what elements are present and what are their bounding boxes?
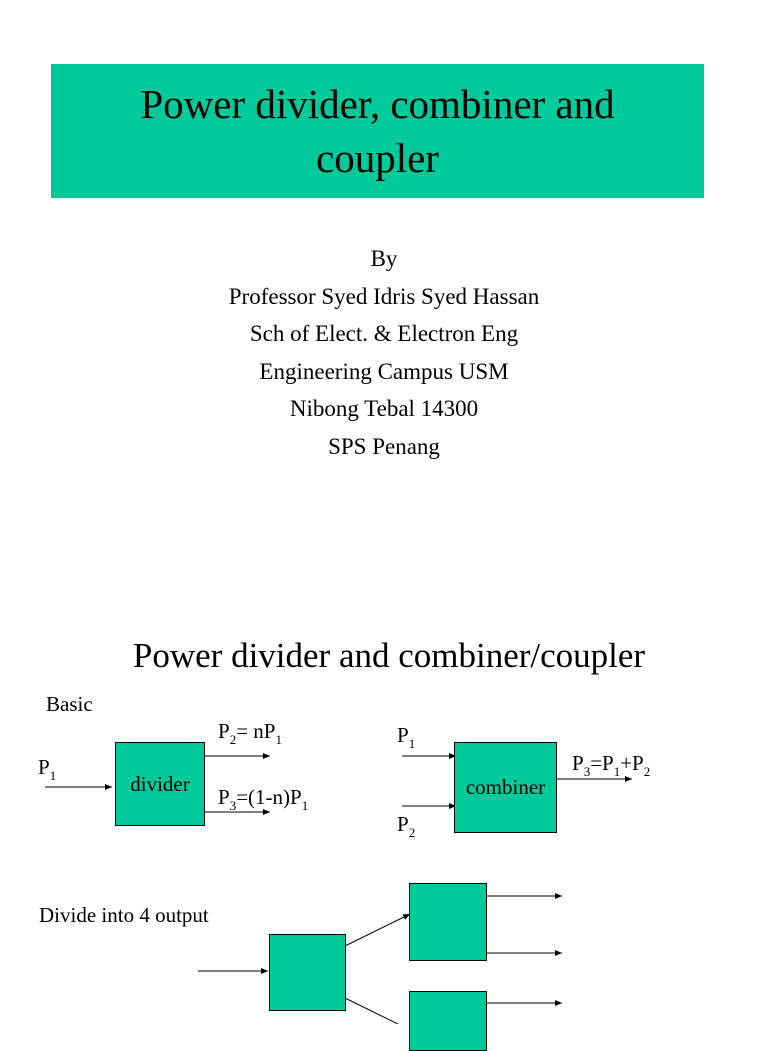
author-line: By	[370, 246, 398, 271]
tree-root-box	[269, 934, 346, 1011]
combiner-box-label: combiner	[465, 775, 546, 799]
divider-box	[115, 742, 205, 826]
divider-output-top-label: $P_2= nP_1$	[218, 719, 282, 747]
divider-box-label: divider	[130, 771, 190, 796]
combiner-input-bottom-label: $P_2$	[397, 812, 416, 840]
divider-output-bottom-label: $P_3=(1-n)P_1$	[218, 785, 309, 813]
divider-input-label: $P_1$	[38, 755, 57, 783]
author-line: Engineering Campus USM	[259, 358, 509, 384]
four-output-label: Divide into 4 output	[39, 903, 209, 927]
combiner-input-top-label: $P_1$	[397, 723, 416, 751]
tree-branch-lower	[345, 998, 410, 1024]
tree-branch-upper	[345, 914, 410, 946]
combiner-box	[454, 742, 557, 833]
author-line: SPS Penang	[328, 433, 440, 459]
author-line: Professor Syed Idris Syed Hassan	[228, 283, 540, 309]
basic-label: Basic	[46, 692, 93, 716]
author-line: Nibong Tebal 14300	[289, 396, 479, 421]
combiner-output-label: $P_3=P_1+P_2$	[572, 751, 651, 779]
tree-upper-box	[409, 883, 487, 961]
author-line: Sch of Elect. & Electron Eng	[249, 321, 519, 346]
slide-title: Power divider, combiner and coupler	[140, 81, 615, 181]
tree-lower-box	[409, 991, 487, 1051]
slide2-title: Power divider and combiner/coupler	[132, 636, 646, 675]
